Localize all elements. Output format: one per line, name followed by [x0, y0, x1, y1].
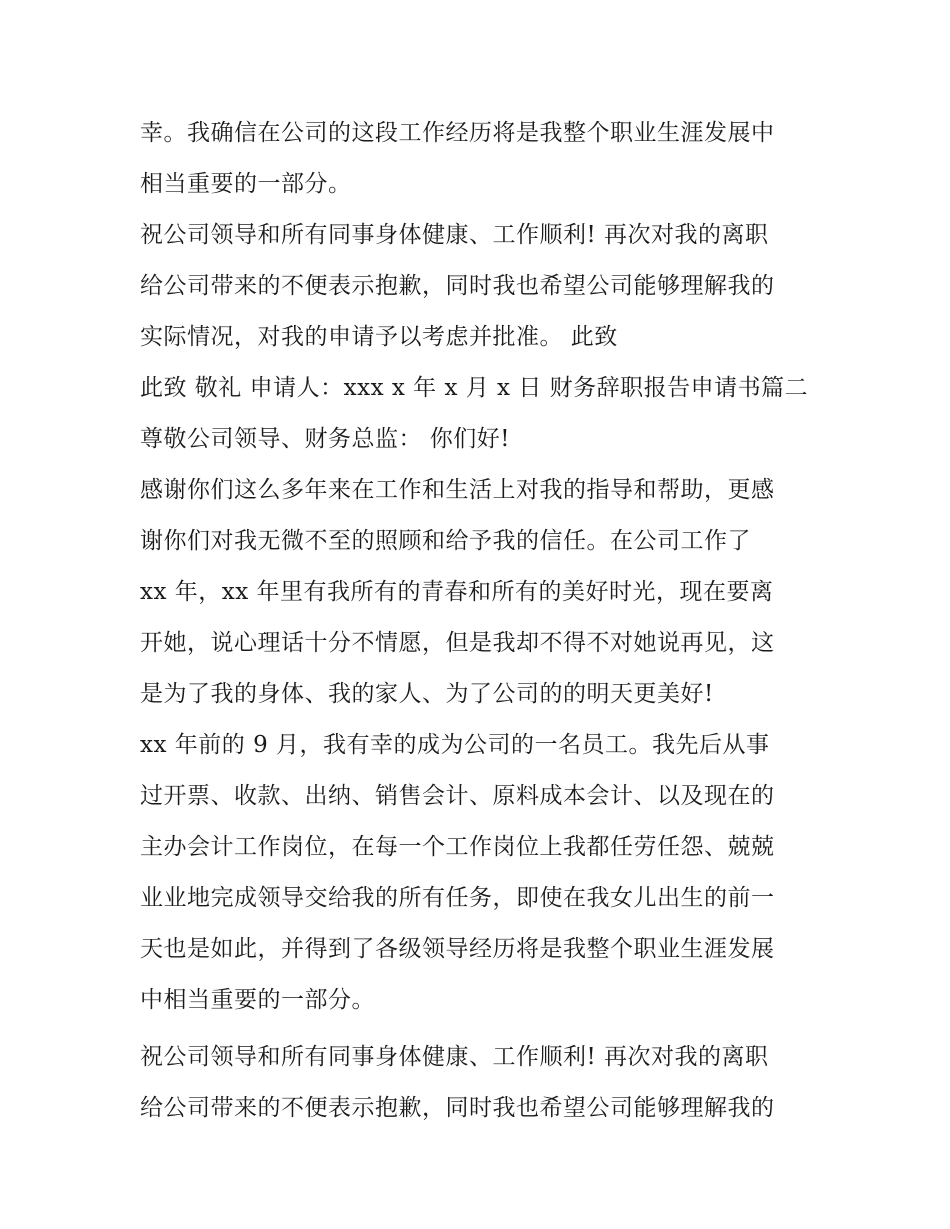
text-line: 中相当重要的一部分。: [140, 987, 375, 1013]
text-line: 主办会计工作岗位，在每一个工作岗位上我都任劳任怨、兢兢: [140, 834, 775, 860]
text-line: xx 年前的 9 月，我有幸的成为公司的一名员工。我先后从事: [140, 732, 770, 758]
text-line: 祝公司领导和所有同事身体健康、工作顺利! 再次对我的离职: [140, 222, 769, 248]
text-line: 谢你们对我无微不至的照顾和给予我的信任。在公司工作了: [140, 528, 751, 554]
text-line: 开她，说心理话十分不情愿，但是我却不得不对她说再见，这: [140, 630, 775, 656]
text-line: 幸。我确信在公司的这段工作经历将是我整个职业生涯发展中: [140, 120, 775, 146]
document-body: [140, 108, 820, 1134]
text-line: 祝公司领导和所有同事身体健康、工作顺利! 再次对我的离职: [140, 1044, 769, 1070]
text-line: 过开票、收款、出纳、销售会计、原料成本会计、以及现在的: [140, 783, 775, 809]
text-line: 给公司带来的不便表示抱歉，同时我也希望公司能够理解我的: [140, 1095, 775, 1121]
text-line: 给公司带来的不便表示抱歉，同时我也希望公司能够理解我的: [140, 273, 775, 299]
text-line: xx 年，xx 年里有我所有的青春和所有的美好时光，现在要离: [140, 579, 774, 605]
text-line: 相当重要的一部分。: [140, 171, 352, 197]
text-line: 业业地完成领导交给我的所有任务，即使在我女儿出生的前一: [140, 885, 775, 911]
text-line: 此致 敬礼 申请人：xxx x 年 x 月 x 日 财务辞职报告申请书篇二: [140, 375, 809, 401]
text-line: 实际情况，对我的申请予以考虑并批准。 此致: [140, 324, 618, 350]
text-line: 是为了我的身体、我的家人、为了公司的的明天更美好!: [140, 681, 714, 707]
text-line: 尊敬公司领导、财务总监： 你们好!: [140, 426, 511, 452]
text-line: 感谢你们这么多年来在工作和生活上对我的指导和帮助，更感: [140, 477, 775, 503]
text-line: 天也是如此，并得到了各级领导经历将是我整个职业生涯发展: [140, 936, 775, 962]
